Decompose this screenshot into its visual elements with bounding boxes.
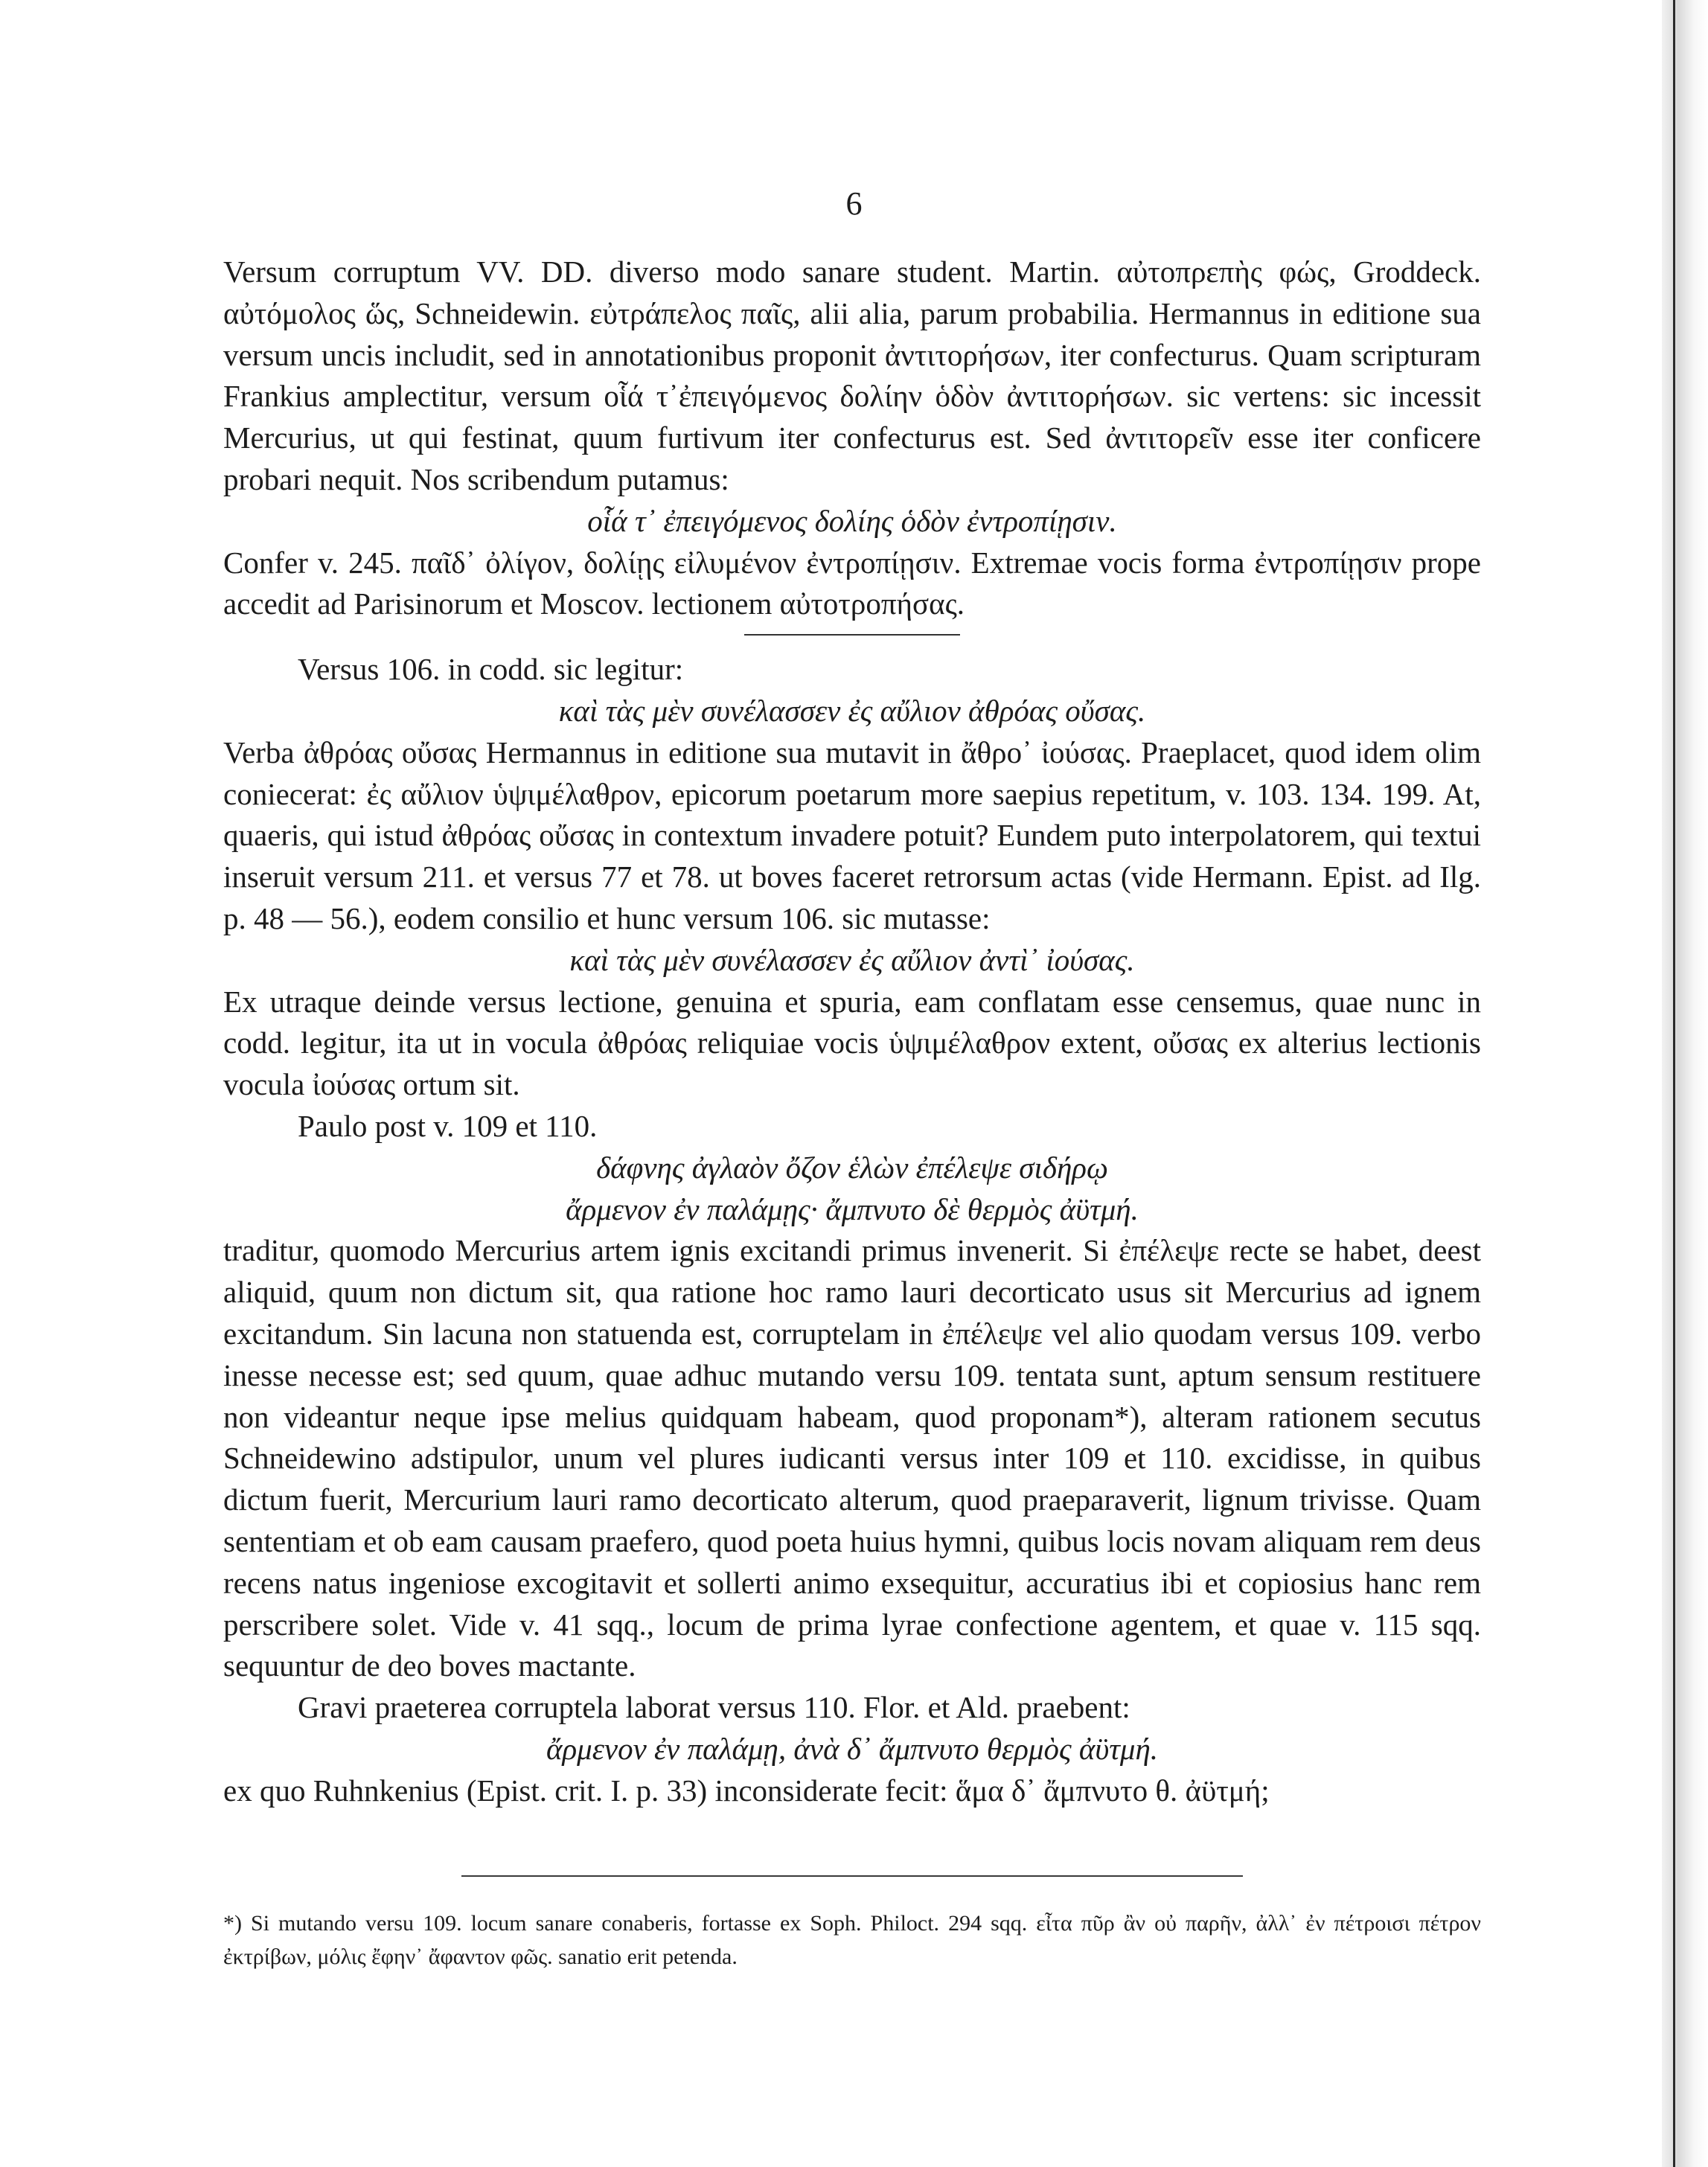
paragraph-gravi: Gravi praeterea corruptela laborat versus 110. Flor. et Ald. praebent: (298, 1690, 1130, 1725)
page-number: 6 (845, 185, 863, 222)
greek-verse-106: καὶ τὰς μὲν συνέλασσεν ἐς αὔλιον ἀθρόας οὔσας. (558, 693, 1146, 728)
page-edge-shadow (1662, 0, 1708, 2167)
greek-verse-110-flor: ἄρμενον ἐν παλάμῃ, ἀνὰ δ᾿ ἄμπνυτο θερμὸς ἀϋτμή. (546, 1731, 1159, 1766)
footnote: *) Si mutando versu 109. locum sanare conaberis, fortasse ex Soph. Philoct. 294 sqq. εἶτα πῦρ ἂν οὐ παρῆν, ἀλλ᾿ ἐν πέτροισι πέτρον ἐκτρίβων, μόλις ἔφην᾿ ἄφαντον φῶς. sanatio erit petenda. (223, 1911, 1481, 1969)
footnote-rule (461, 1875, 1243, 1877)
greek-verse-conjecture: οἷά τ᾿ ἐπειγόμενος δολίης ὁδὸν ἐντροπίῃσιν. (587, 503, 1117, 538)
paragraph-confer: Confer v. 245. παῖδ᾿ ὀλίγον, δολίῃς εἰλυμένον ἐντροπίῃσιν. Extremae vocis forma ἐντροπίῃσιν prope accedit ad Parisinorum et Moscov. lectionem αὐτοτροπήσας. (223, 545, 1481, 621)
paragraph-paulo-post: Paulo post v. 109 et 110. (298, 1108, 598, 1143)
page-edge-line (1673, 0, 1675, 2167)
paragraph-ruhnkenius: ex quo Ruhnkenius (Epist. crit. I. p. 33) inconsiderate fecit: ἅμα δ᾿ ἄμπνυτο θ. ἀϋτμή; (223, 1773, 1270, 1808)
paragraph-traditur: traditur, quomodo Mercurius artem ignis excitandi primus invenerit. Si ἐπέλεψε recte se habet, deest aliquid, quum non dictum sit, qua ratione hoc ramo lauri decorticato usus sit Mercurius ad ignem excitandum. Sin lacuna non statuenda est, corruptelam in ἐπέλεψε vel alio quodam versus 109. verbo inesse necesse est; sed quum, quae adhuc mutando versu 109. tentata sunt, aptum sensum restituere non videantur neque ipse melius quidquam habeam, quod proponam*), alteram rationem secutus Schneidewino adstipulor, unum vel plures iudicanti versus inter 109 et 110. excidisse, in quibus dictum fuerit, Mercurium lauri ramo decorticato alterum, quod praeparaverit, lignum trivisse. Quam sententiam et ob eam causam praefero, quod poeta huius hymni, quibus locis novam aliquam rem deus recens natus ingeniose excogitavit et sollerti animo exsequitur, accuratius ibi et copiosius hanc rem perscribere solet. Vide v. 41 sqq., locum de prima lyrae confectione agentem, et quae v. 115 sqq. sequuntur de deo boves mactante. (223, 1233, 1481, 1683)
greek-verse-109: δάφνης ἀγλαὸν ὄζον ἑλὼν ἐπέλεψε σιδήρῳ (596, 1150, 1108, 1185)
main-text (223, 252, 1481, 1811)
greek-verse-106-mutated: καὶ τὰς μὲν συνέλασσεν ἐς αὔλιον ἀντὶ᾿ ἰούσας. (569, 942, 1135, 977)
paragraph-versus-106: Versus 106. in codd. sic legitur: (298, 652, 684, 687)
paragraph-versum-corruptum: Versum corruptum VV. DD. diverso modo sanare student. Martin. αὐτοπρεπὴς φώς, Groddeck. αὐτόμολος ὥς, Schneidewin. εὐτράπελος παῖς, alii alia, parum probabilia. Hermannus in editione sua versum uncis includit, sed in annotationibus proponit ἀντιτορήσων, iter confecturus. Quam scripturam Frankius amplectitur, versum οἷά τ᾿ἐπειγόμενος δολίην ὁδὸν ἀντιτορήσων. sic vertens: sic incessit Mercurius, ut qui festinat, quum furtivum iter confecturus est. Sed ἀντιτορεῖν esse iter conficere probari nequit. Nos scribendum putamus: (223, 255, 1481, 496)
paragraph-verba: Verba ἀθρόας οὔσας Hermannus in editione sua mutavit in ἄθρο᾿ ἰούσας. Praeplacet, quod idem olim coniecerat: ἐς αὔλιον ὑψιμέλαθρον, epicorum poetarum more saepius repetitum, v. 103. 134. 199. At, quaeris, qui istud ἀθρόας οὔσας in contextum invadere potuit? Eundem puto interpolatorem, qui textui inseruit versum 211. et versus 77 et 78. ut boves faceret retrorsum actas (vide Hermann. Epist. ad Ilg. p. 48 — 56.), eodem consilio et hunc versum 106. sic mutasse: (223, 734, 1481, 935)
greek-verse-110: ἄρμενον ἐν παλάμῃς· ἄμπνυτο δὲ θερμὸς ἀϋτμή. (566, 1191, 1139, 1226)
section-divider (744, 634, 960, 636)
paragraph-ex-utraque: Ex utraque deinde versus lectione, genuina et spuria, eam conflatam esse censemus, quae nunc in codd. legitur, ita ut in vocula ἀθρόας reliquiae vocis ὑψιμέλαθρον extent, οὔσας ex alterius lectionis vocula ἰούσας ortum sit. (223, 984, 1481, 1102)
